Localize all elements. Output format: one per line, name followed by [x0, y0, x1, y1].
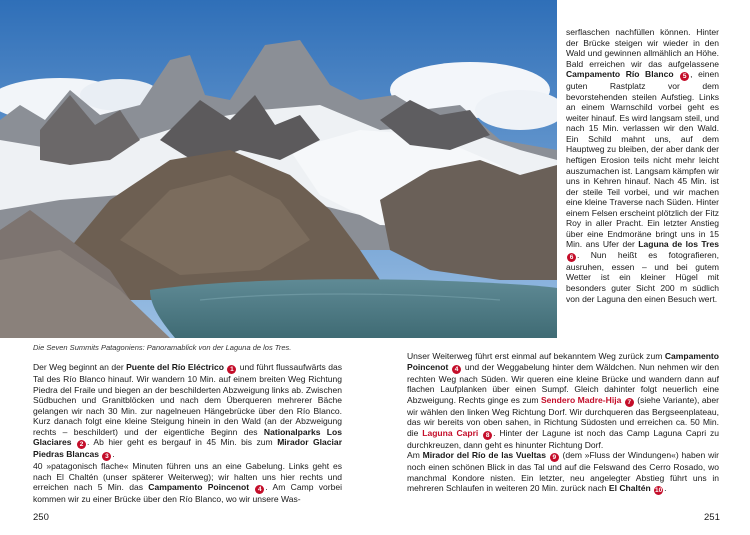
waypoint-marker-9: 9: [550, 453, 559, 462]
text-run: .: [112, 449, 115, 460]
waypoint-marker-3: 3: [102, 452, 111, 461]
text-run: [651, 483, 653, 493]
waypoint-marker-2: 2: [77, 440, 86, 449]
text-run: [546, 450, 549, 460]
text-run: Am: [407, 450, 423, 461]
text-run: . Hinter der Lagune ist noch das Camp Laguna Capri zu durchkreuzen, dann geht es hinunter Richtung Dorf.: [407, 427, 719, 450]
text-run: , einen guten Rastplatz vor dem bevorstehenden steilen Aufstieg. Links an einem Warnschild vorbei geht es weiter hinauf. Es wird langsam steil, und nach 15 Min. verlassen wir den Wald. Ein Schild mahnt uns, auf dem Hauptweg zu bleiben, der aber dank der heftigen Erosion teils nicht mehr leicht auszumachen ist. Langsam kämpfen wir uns in Kehren hinauf. Nach 45 Min. ist der steile Teil vorbei, und wir machen eine kleine Traverse nach Süden. Hinter einem Felsen erscheint plötzlich der Fitz Roy in aller Pracht. Ein letzter Anstieg über eine Endmoräne bringt uns in 15 Min. ans Ufer der: [566, 69, 720, 250]
place-name: Mirador del Río de las Vueltas: [422, 450, 546, 461]
waypoint-marker-7: 7: [625, 398, 634, 407]
photo-caption: Die Seven Summits Patagoniens: Panoramablick von der Laguna de los Tres.: [33, 343, 292, 352]
waypoint-marker-1: 1: [227, 365, 236, 374]
text-run: [478, 428, 482, 438]
place-name: Nationalparks Los Glaciares: [33, 426, 342, 448]
text-run: [621, 395, 623, 405]
text-run: [224, 362, 226, 372]
text-run: (dem »Fluss der Windungen«) haben wir noch einen schönen Blick in das Tal und auf die Felswand des Cerro Rosado, wo manchmal Kondore nisten. Ein letzter, neu angelegter Abstieg führt uns in mehreren Schlaufen in weiteren 20 Min. zurück nach: [407, 450, 719, 494]
text-run: . Am Camp vorbei kommen wir zu einer Brücke über den Río Blanco, wo wir unsere Was-: [33, 482, 343, 505]
place-name: Mirador Glaciar Piedras Blancas: [33, 437, 343, 460]
text-run: (siehe Variante), aber wir wählen den linken Weg Richtung Dorf. Wir durchqueren das Bergseenplateau, das wir bereits von oben sahen, in Richtung Südosten und erreichen ca. 50 Min. die: [407, 394, 720, 438]
mountain-photo: [0, 0, 557, 338]
waypoint-marker-4: 4: [452, 365, 461, 374]
right-column-top-text: [566, 27, 719, 304]
place-name: Sendero Madre-Hija: [540, 394, 622, 405]
place-name: Laguna Capri: [422, 427, 479, 438]
waypoint-marker-6: 6: [567, 253, 576, 262]
right-column-bottom-text: [407, 351, 719, 495]
left-column-text: [33, 362, 342, 505]
text-run: [249, 482, 254, 492]
text-run: und führt flussaufwärts das Tal des Río Blanco hinauf. Wir wandern 10 Min. auf einem breiten Weg Richtung Piedra del Fraile und biegen an der beschilderten Abzweigung links ab. Zwischen Südbuchen und Granitblöcken und nach dem Überqueren mehrerer Bäche gelangen wir nach 30 Min. zur nagelneuen Hängebrücke über den Río Blanco. Kurz danach folgt eine kleine Steigung hinein in den Wald (an der Abzweigung rechts – beschildert) und der eigentliche Beginn des: [33, 362, 342, 437]
text-run: 40 »patagonisch flache« Minuten führen uns an eine Gabelung. Links geht es nach El Chaltén (unser späterer Weiterweg); wir halten uns hier rechts und erreichen nach 5 Min. das: [33, 461, 342, 493]
text-run: [72, 437, 77, 447]
text-run: [674, 69, 680, 79]
text-run: . Nun heißt es fotografieren, ausruhen, essen – und bei gutem Wetter ist ein kleiner Hügel mit besonders guter Sicht 200 m südlich von der Laguna den einen Besuch wert.: [566, 249, 719, 304]
text-run: Der Weg beginnt an der: [33, 362, 127, 372]
text-run: [99, 449, 101, 459]
text-run: . Ab hier geht es bergauf in 45 Min. bis zum: [87, 437, 278, 448]
page-number-right: 251: [704, 512, 720, 523]
place-name: Campamento Poincenot: [148, 482, 250, 493]
place-name: Puente del Río Eléctrico: [126, 362, 224, 372]
place-name: Laguna de los Tres: [638, 239, 719, 250]
mountain-landscape-illustration: [0, 0, 557, 338]
text-run: .: [664, 483, 667, 494]
text-run: serflaschen nachfüllen können. Hinter der Brücke steigen wir wieder in den Wald und gewinnen allmählich an Höhe. Bald erreichen wir das aufgelassene: [566, 27, 719, 69]
place-name: Campamento Poincenot: [407, 351, 719, 372]
text-run: [448, 362, 451, 372]
waypoint-marker-5: 5: [680, 72, 689, 81]
waypoint-marker-10: 10: [654, 487, 663, 495]
place-name: El Chaltén: [608, 483, 651, 494]
place-name: Campamento Río Blanco: [566, 69, 674, 80]
waypoint-marker-8: 8: [483, 431, 492, 440]
page-number-left: 250: [33, 512, 49, 523]
waypoint-marker-4: 4: [255, 485, 264, 494]
text-run: Unser Weiterweg führt erst einmal auf bekanntem Weg zurück zum: [407, 351, 665, 361]
text-run: und der Weggabelung hinter dem Wäldchen. Nun nehmen wir den rechten Weg nach Süden. Wir queren eine kleine Brücke und wandern dann auf flachen Laufplanken über einen Sumpf. Gleich dahinter folgt neuerlich eine Abzweigung. Rechts ginge es zum: [407, 361, 719, 405]
